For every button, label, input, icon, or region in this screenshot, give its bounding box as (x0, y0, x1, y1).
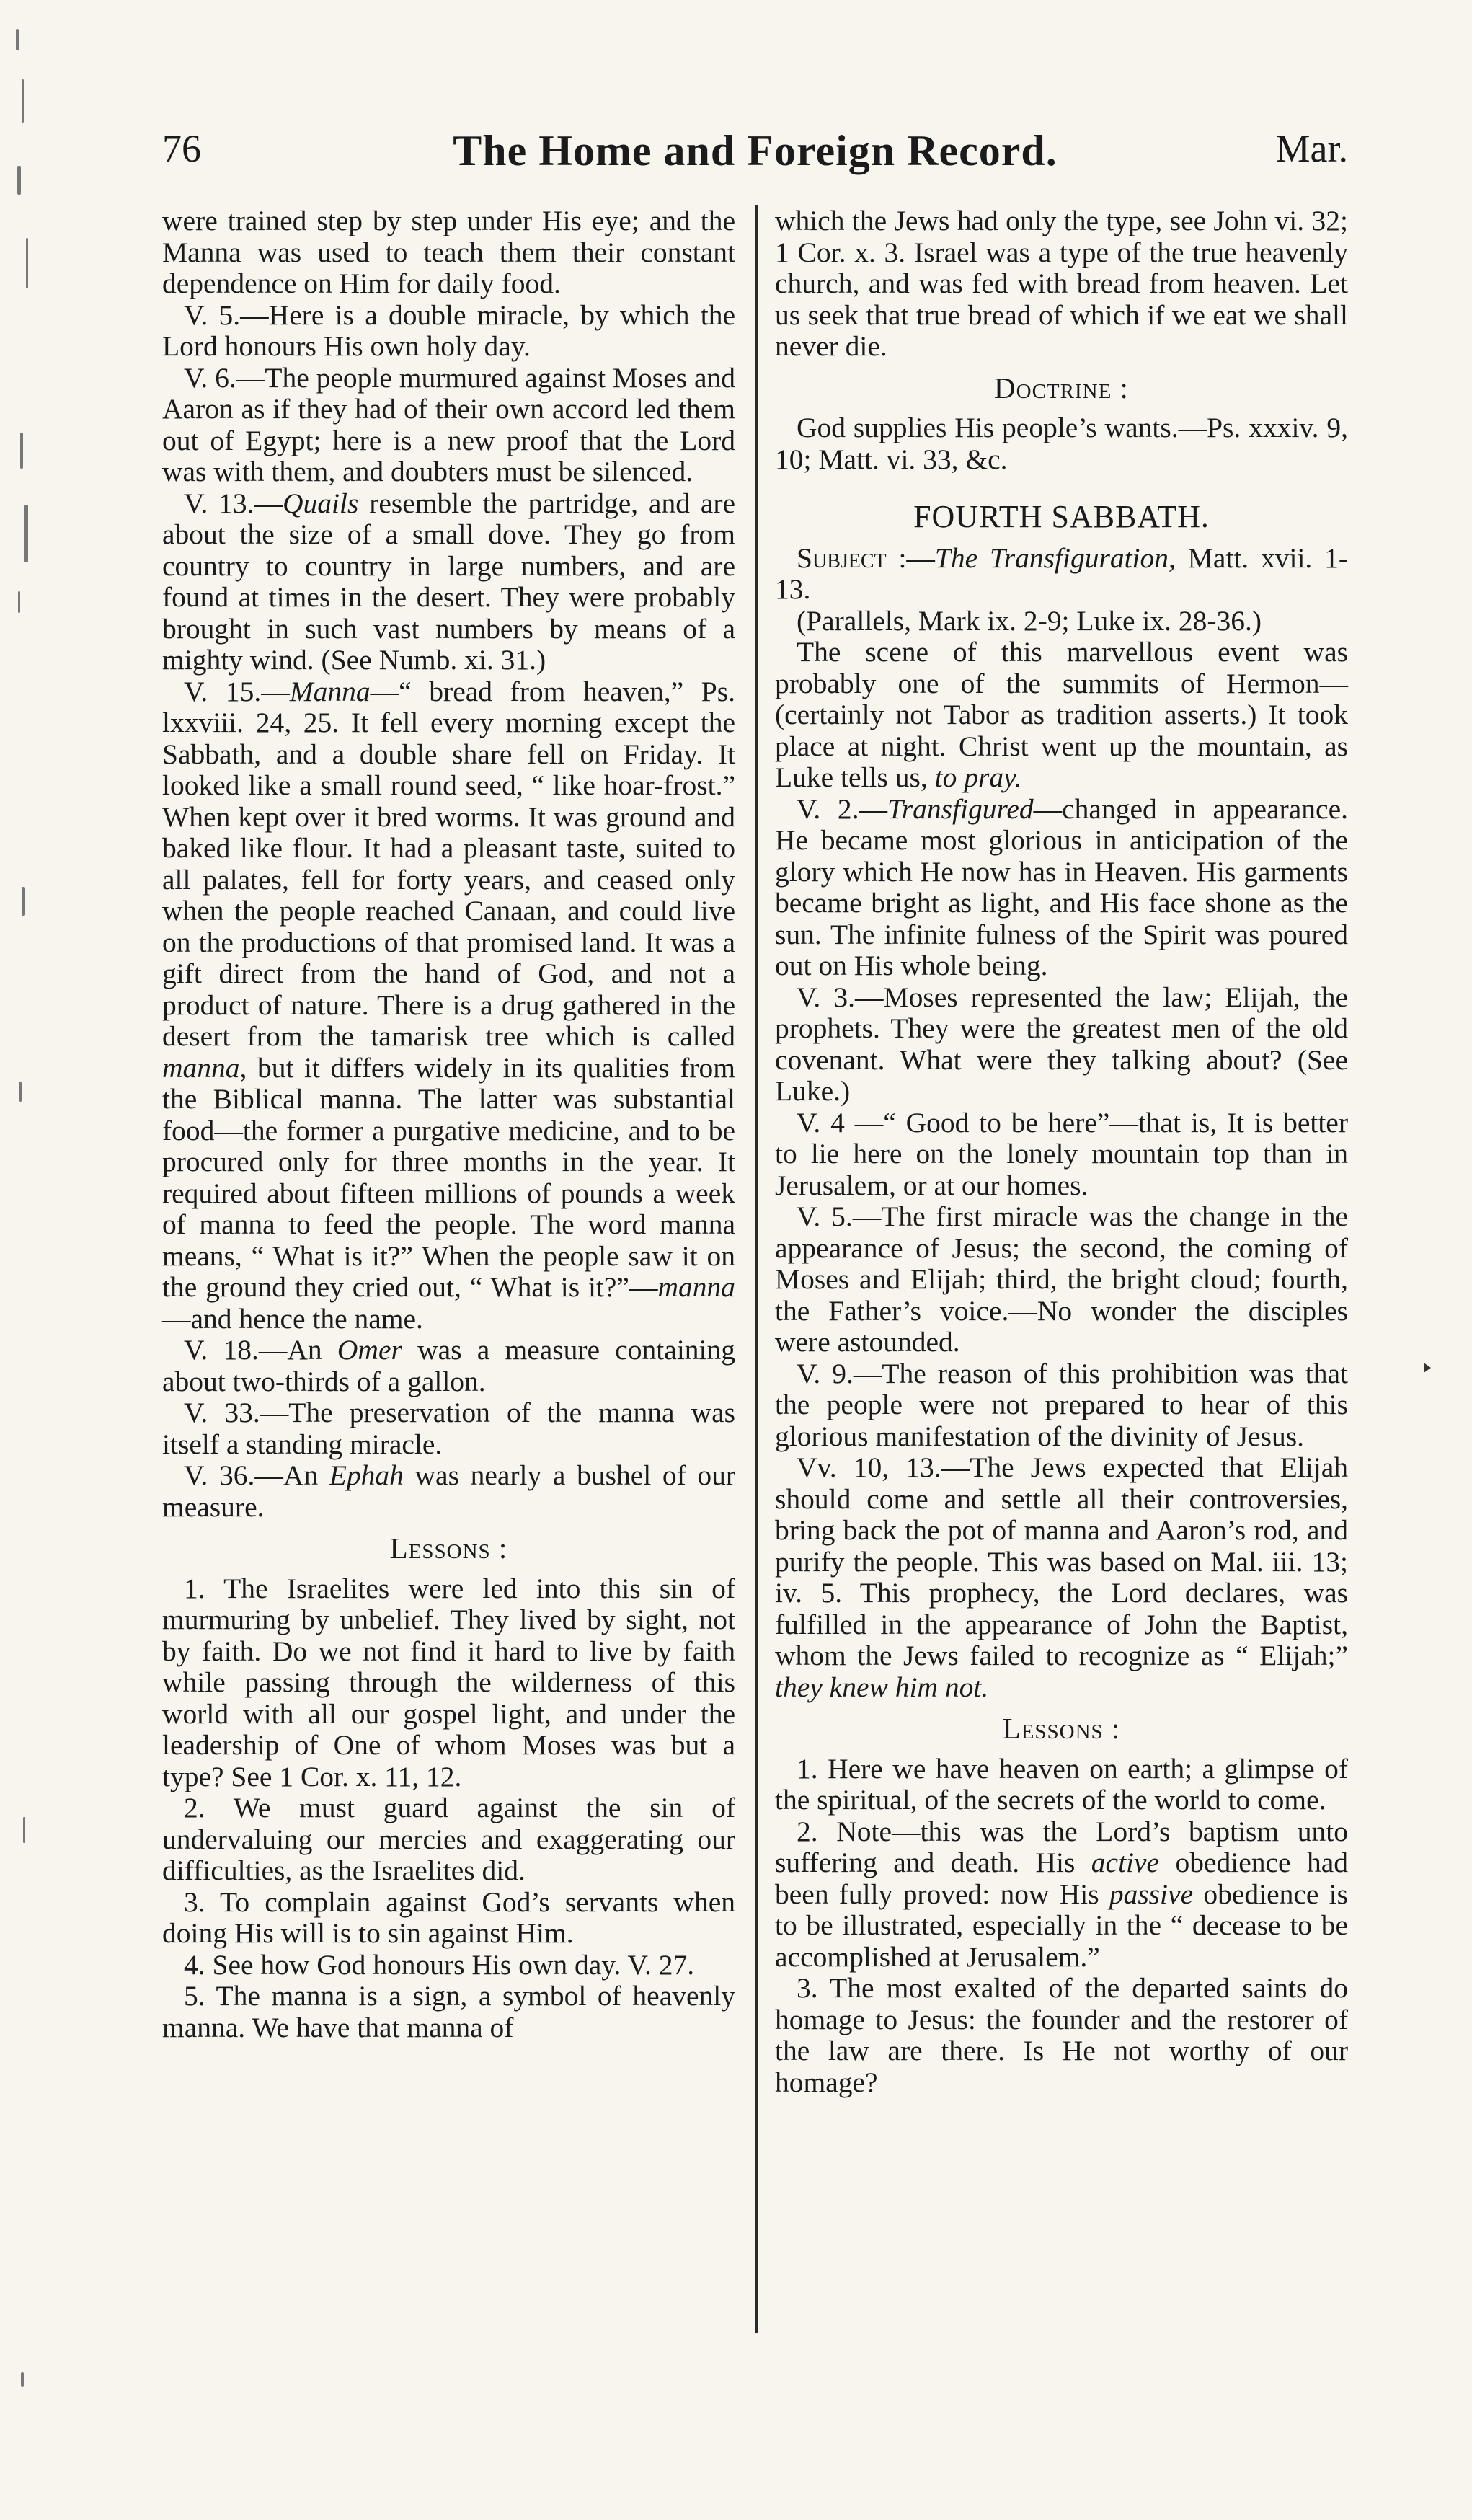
verse-note: V. 4 —“ Good to be here”—that is, It is better to lie here on the lonely mountain top than in Jerusalem, or at our homes. (775, 1106, 1348, 1201)
verse-note: V. 15.—Manna—“ bread from heaven,” Ps. lxxviii. 24, 25. It fell every morning except the Sabbath, and a double share fell on Friday. It looked like a small round seed, “ like hoar-frost.” When kept over it bred worms. It was ground and baked like flour. It had a pleasant taste, suited to all palates, fell for forty years, and ceased only when the people reached Canaan, and could live on the productions of that promised land. It was a gift direct from the hand of God, and not a product of nature. There is a drug gathered in the desert from the tamarisk tree which is called manna, but it differs widely in its qualities from the Biblical manna. The latter was substantial food—the former a purgative medicine, and to be procured only for three months in the year. It required about fifteen millions of pounds a week of manna to feed the people. The word manna means, “ What is it?” When the people saw it on the ground they cried out, “ What is it?”—manna—and hence the name. (162, 675, 735, 1335)
verse-note: V. 9.—The reason of this prohibition was that the people were not prepared to hear of this glorious manifestation of the divinity of Jesus. (775, 1357, 1349, 1452)
margin-mark (1424, 1363, 1431, 1373)
verse-note: V. 2.—Transfigured—changed in appearance. He became most glorious in anticipation of the glory which He now has in Heaven. His garments became bright as light, and His face shone as the sun. The infinite fulness of the Spirit was poured out on His whole being. (775, 792, 1348, 981)
section-title: FOURTH SABBATH. (913, 499, 1210, 534)
lessons-heading: Lessons : (1002, 1712, 1121, 1745)
lesson-item: 1. The Israelites were led into this sin of murmuring by unbelief. They lived by sight, not by faith. Do we not find it hard to live by faith while passing through the wilderness of this world with all our gospel light, and under the leadership of One of whom Moses was but a type? See 1 Cor. x. 11, 12. (162, 1572, 735, 1792)
paragraph: which the Jews had only the type, see John vi. 32; 1 Cor. x. 3. Israel was a type of the true heavenly church, and was fed with bread from heaven. Let us seek that true bread of which if we eat we shall never die. (775, 205, 1348, 362)
left-column (162, 205, 735, 2043)
paragraph: were trained step by step under His eye; and the Manna was used to teach them their constant dependence on Him for daily food. (162, 205, 735, 299)
verse-note: V. 33.—The preservation of the manna was itself a standing miracle. (162, 1397, 735, 1460)
page-number: 76 (162, 127, 201, 170)
verse-note: V. 3.—Moses represented the law; Elijah, the prophets. They were the greatest men of the old covenant. What were they talking about? (See Luke.) (775, 981, 1348, 1107)
verse-note: V. 6.—The people murmured against Moses and Aaron as if they had of their own accord led them out of Egypt; here is a new proof that the Lord was with them, and doubters must be silenced. (162, 361, 735, 487)
verse-note: Vv. 10, 13.—The Jews expected that Elijah should come and settle all their controversies, bring back the pot of manna and Aaron’s rod, and purify the people. This was based on Mal. iii. 13; iv. 5. This prophecy, the Lord declares, was fulfilled in the appearance of John the Baptist, whom the Jews failed to recognize as “ Elijah;” they knew him not. (775, 1451, 1348, 1703)
doctrine-heading: Doctrine : (994, 371, 1129, 404)
lesson-item: 1. Here we have heaven on earth; a glimpse of the spiritual, of the secrets of the world to come. (775, 1752, 1348, 1816)
verse-note: V. 13.—Quails resemble the partridge, and are about the size of a small dove. They go from country to country in large numbers, and are found at times in the desert. They were probably brought in such vast numbers by means of a mighty wind. (See Numb. xi. 31.) (162, 487, 735, 676)
verse-note: V. 5.—Here is a double miracle, by which the Lord honours His own holy day. (162, 299, 735, 362)
lesson-item: 4. See how God honours His own day. V. 27. (184, 1948, 695, 1981)
lesson-item: 3. To complain against God’s servants when doing His will is to sin against Him. (162, 1885, 735, 1949)
margin-specks (0, 0, 58, 2520)
journal-title: The Home and Foreign Record. (453, 127, 1058, 174)
doctrine-text: God supplies His people’s wants.—Ps. xxxiv. 9, 10; Matt. vi. 33, &c. (775, 412, 1348, 475)
lesson-item: 5. The manna is a sign, a symbol of heavenly manna. We have that manna of (162, 1980, 735, 2043)
verse-note: V. 36.—An Ephah was nearly a bushel of our measure. (162, 1459, 736, 1523)
lessons-heading: Lessons : (389, 1531, 508, 1565)
verse-note: V. 5.—The first miracle was the change in the appearance of Jesus; the second, the coming of Moses and Elijah; third, the bright cloud; fourth, the Father’s voice.—No wonder the disciples were astounded. (775, 1201, 1348, 1358)
verse-note: V. 18.—An Omer was a measure containing about two-thirds of a gallon. (162, 1334, 736, 1397)
paragraph: The scene of this marvellous event was probably one of the summits of Hermon—(certainly not Tabor as tradition asserts.) It took place at night. Christ went up the mountain, as Luke tells us, to pray. (775, 636, 1348, 793)
lesson-item: 2. We must guard against the sin of undervaluing our mercies and exaggerating our difficulties, as the Israelites did. (162, 1792, 735, 1886)
issue-month: Mar. (1275, 127, 1348, 170)
column-rule (755, 205, 758, 2333)
subject-line: Subject :—The Transfiguration, Matt. xvii. 1-13. (775, 541, 1348, 605)
parallels-line: (Parallels, Mark ix. 2-9; Luke ix. 28-36.) (797, 604, 1262, 637)
running-header (162, 126, 1348, 191)
lesson-item: 3. The most exalted of the departed saints do homage to Jesus: the founder and the restorer of the law are there. Is He not worthy of our homage? (775, 1972, 1348, 2098)
lesson-item: 2. Note—this was the Lord’s baptism unto suffering and death. His active obedience had been fully proved: now His passive obedience is to be illustrated, especially in the “ decease to be accomplished at Jerusalem.” (775, 1815, 1348, 1973)
right-column (775, 205, 1348, 2098)
